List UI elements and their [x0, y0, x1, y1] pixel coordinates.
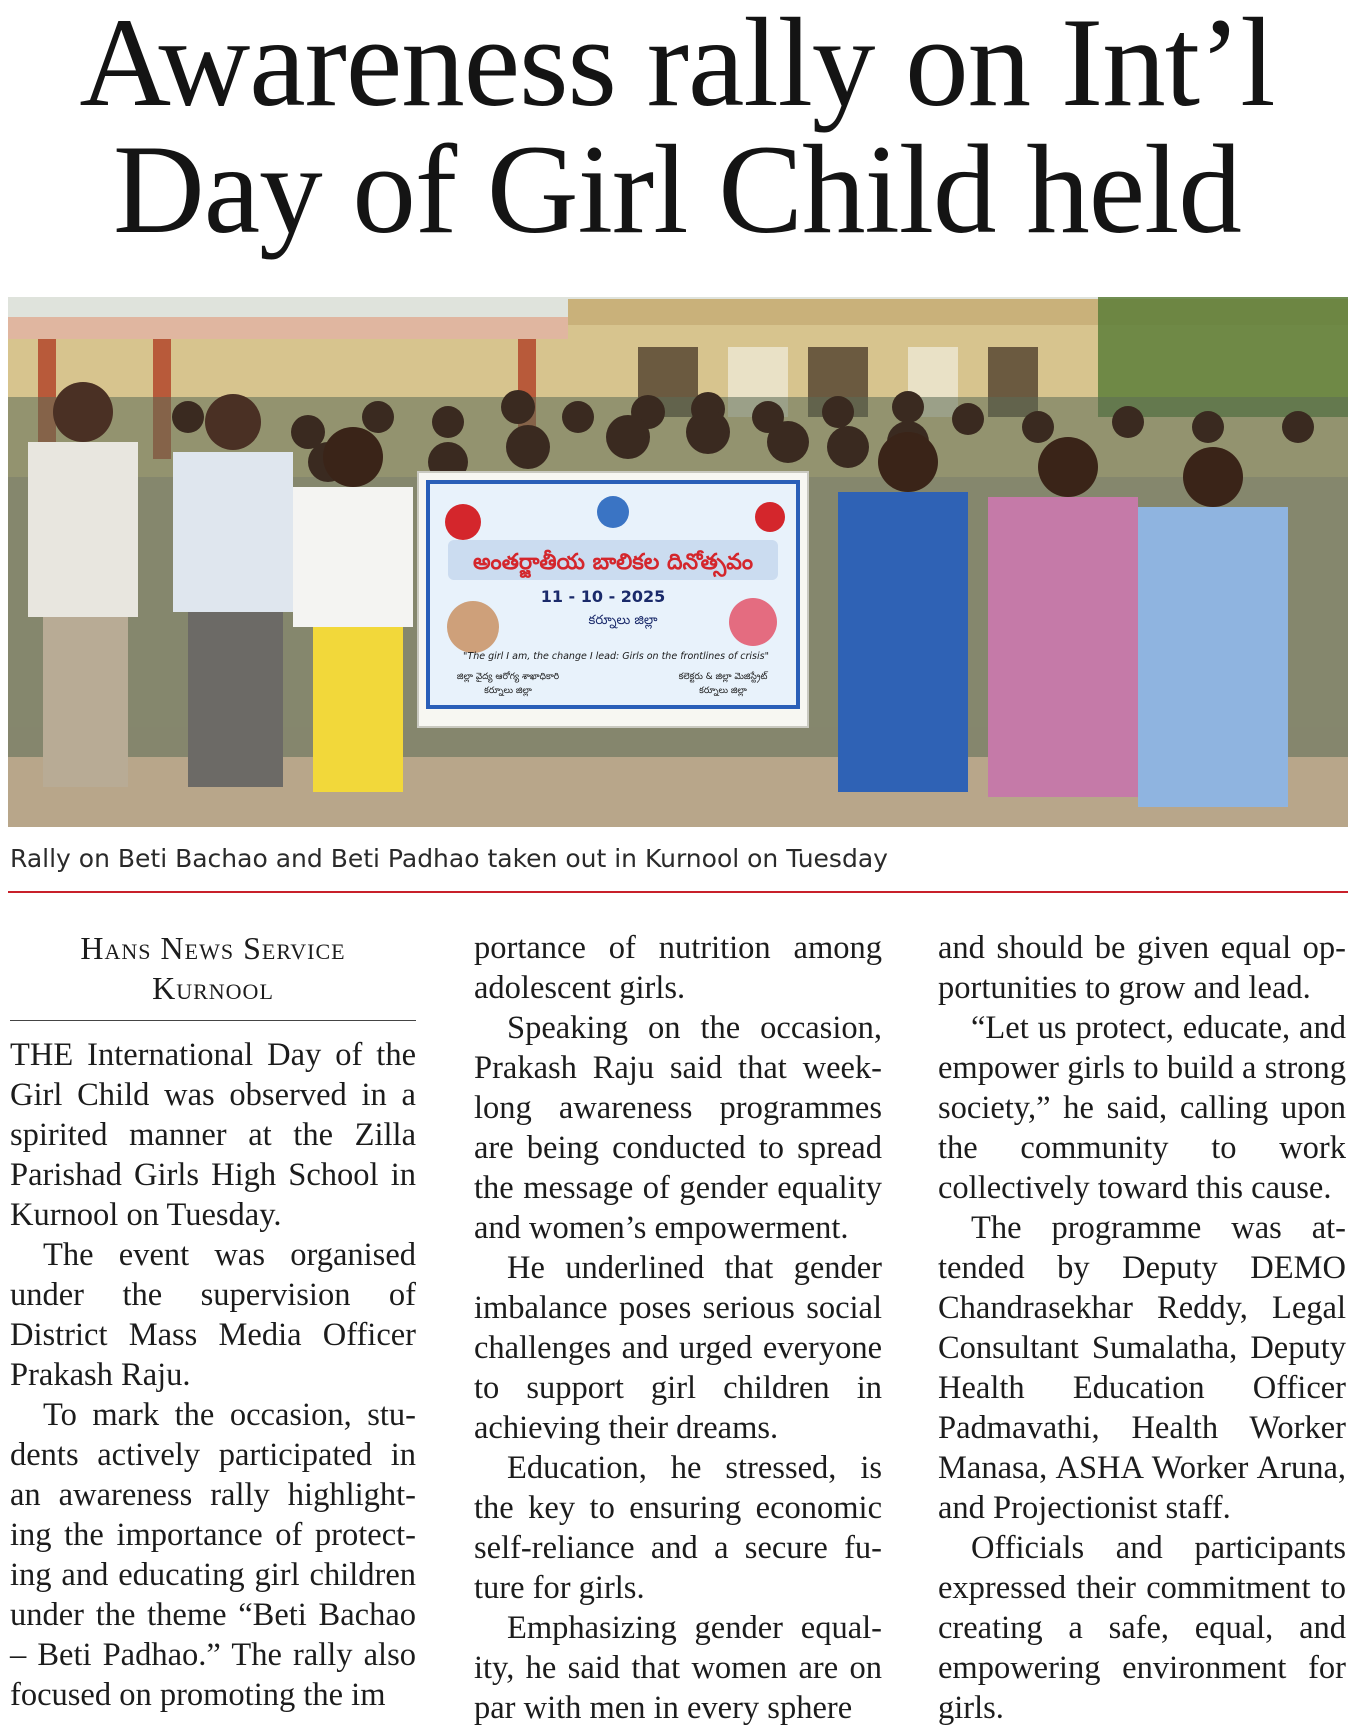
photo-caption: Rally on Beti Bachao and Beti Padhao taken out in Kurnool on Tuesday	[10, 844, 888, 873]
article-column-1	[10, 928, 416, 1715]
article-column-2	[474, 928, 882, 1728]
article-paragraph: Emphasizing gender equality, he said that women are on par with men in every sphere	[474, 1610, 882, 1726]
banner-right-signature-place: కర్నూలు జిల్లా	[699, 686, 747, 696]
byline	[10, 928, 416, 1008]
byline-place: Kurnool	[152, 970, 274, 1006]
banner-date: 11 - 10 - 2025	[540, 587, 666, 606]
article-paragraph: Speaking on the occasion, Prakash Raju said that weeklong awareness programmes are being conducted to spread the message of gender equality and women’s empowerment.	[474, 1010, 882, 1246]
article-paragraph: The event was organised under the supervision of District Mass Media Officer Prakash Raju.	[10, 1237, 416, 1393]
article-paragraph: He underlined that gender imbalance poses serious social challenges and urged everyone to support girl children in achieving their dreams.	[474, 1250, 882, 1446]
banner-left-signature-place: కర్నూలు జిల్లా	[484, 686, 532, 696]
article-column-3	[938, 928, 1346, 1728]
banner-emblem	[729, 598, 777, 646]
rally-photo-illustration	[8, 297, 1348, 827]
article-paragraph: To mark the occasion, students actively participated in an awareness rally highlighting the importance of protecting and educating girl children under the theme “Beti Bachao – Beti Padhao.” The rally also focused on promoting the im	[10, 1397, 416, 1713]
article-paragraph: and should be given equal opportunities to grow and lead.	[938, 930, 1346, 1006]
banner-right-signature: కలెక్టరు & జిల్లా మెజిస్ట్రేట్	[678, 672, 768, 682]
article-paragraph: THE International Day of the Girl Child was observed in a spirited manner at the Zilla Parishad Girls High School in Kurnool on Tuesday.	[10, 1037, 416, 1233]
headline-line-1: Awareness rally on Int’l	[79, 0, 1275, 133]
logo-center	[597, 496, 629, 528]
rally-banner	[418, 472, 808, 727]
banner-title: అంతర్జాతీయ బాలికల దినోత్సవం	[472, 550, 754, 575]
article-paragraph: portance of nutrition among adolescent girls.	[474, 930, 882, 1006]
article-paragraph: Officials and participants expressed their commitment to creating a safe, equal, and empowering environment for girls.	[938, 1530, 1346, 1726]
people-left	[28, 382, 413, 792]
headline	[0, 0, 1354, 260]
banner-district: కర్నూలు జిల్లా	[588, 613, 658, 628]
banner-portrait	[447, 601, 499, 653]
article-paragraph: “Let us protect, educate, and empower girls to build a strong society,” he said, calling upon the community to work collectively toward this cause.	[938, 1010, 1346, 1206]
byline-divider	[10, 1020, 416, 1021]
byline-service: Hans News Service	[80, 930, 346, 966]
caption-divider	[8, 891, 1348, 893]
article-paragraph: The programme was attended by Deputy DEMO Chandrasekhar Reddy, Legal Consultant Sumalatha, Deputy Health Education Officer Padmavathi, Health Worker Manasa, ASHA Worker Aruna, and Projectionist staff.	[938, 1210, 1346, 1526]
article-paragraph: Education, he stressed, is the key to ensuring economic self-reliance and a secure future for girls.	[474, 1450, 882, 1606]
news-photo	[8, 297, 1348, 827]
people-right	[838, 432, 1288, 807]
banner-left-signature: జిల్లా వైద్య ఆరోగ్య శాఖాధికారి	[456, 672, 560, 682]
banner-theme: "The girl I am, the change I lead: Girls on the frontlines of crisis"	[463, 651, 769, 662]
headline-line-2: Day of Girl Child held	[113, 120, 1241, 260]
logo-left	[445, 504, 481, 540]
logo-right	[755, 502, 785, 532]
